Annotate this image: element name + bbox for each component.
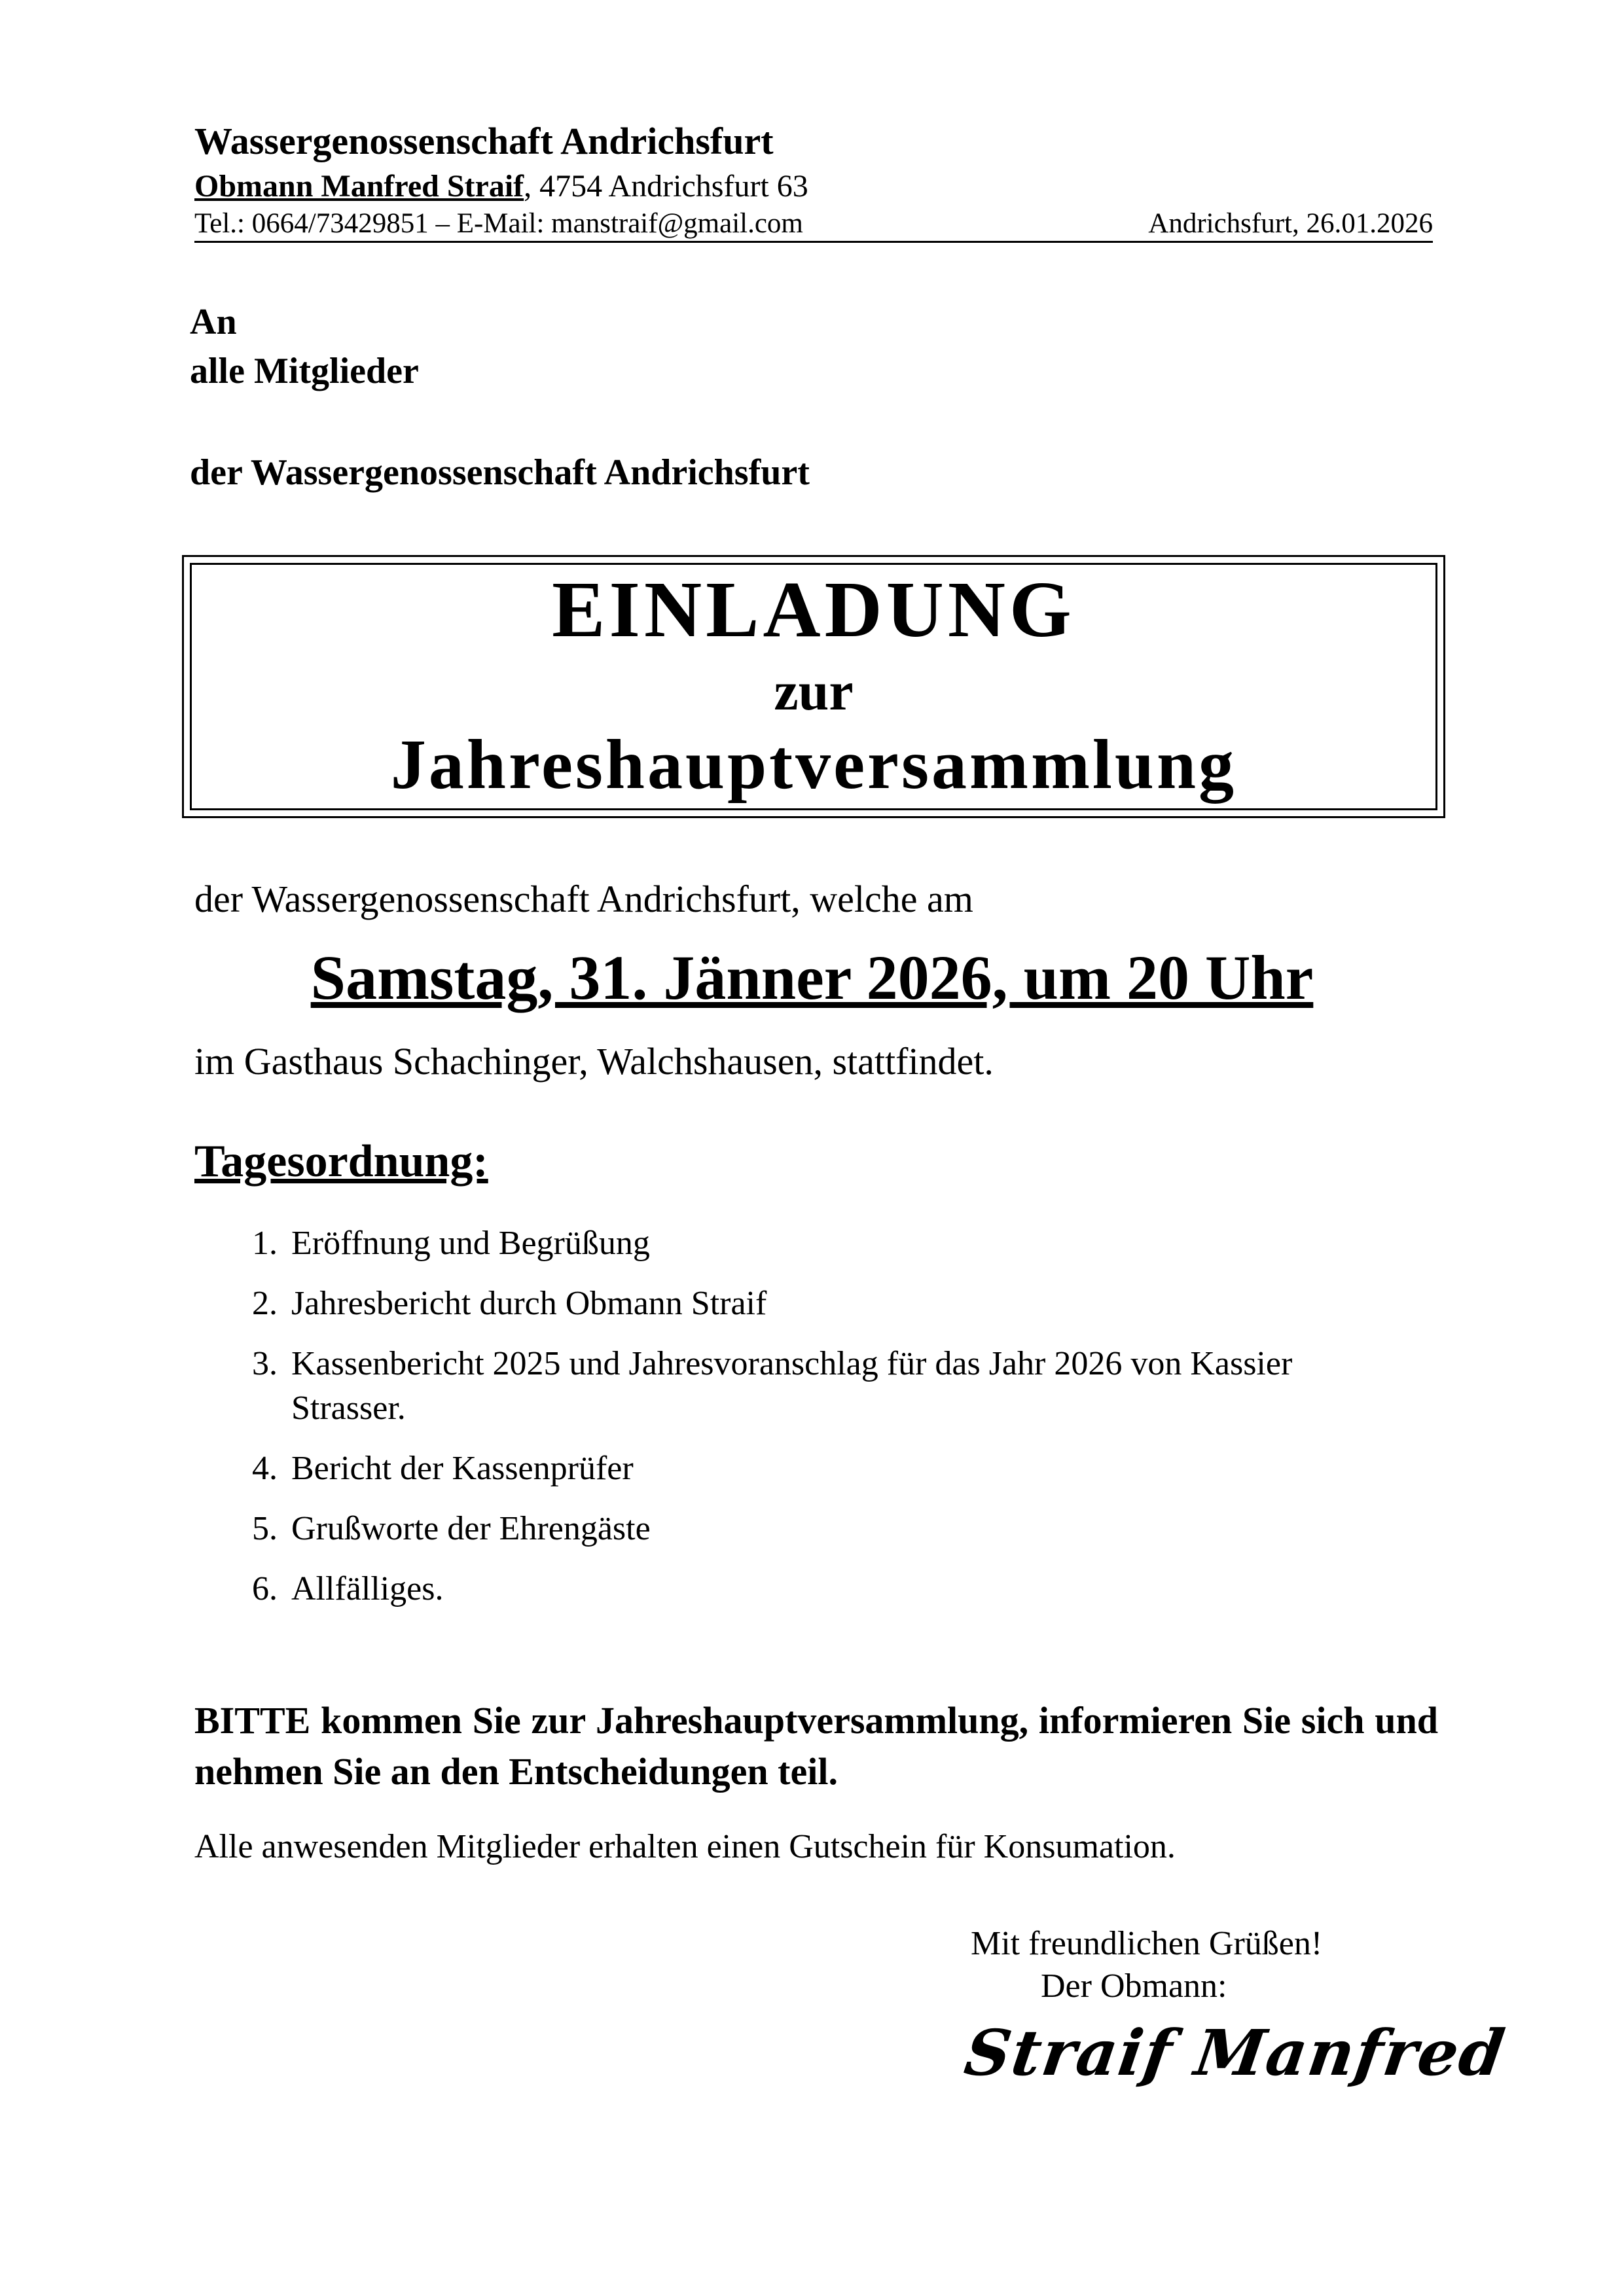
agenda-item-text: Eröffnung und Begrüßung [291, 1225, 650, 1262]
title-box-inner-border [190, 563, 1437, 810]
agenda-item [252, 1224, 650, 1263]
voucher-text: Alle anwesenden Mitglieder erhalten einen Gutschein für Konsumation. [194, 1828, 1176, 1865]
agenda-heading: Tagesordnung: [194, 1136, 488, 1187]
recipient-line-1: An [190, 302, 237, 342]
agenda-item-text: Grußworte der Ehrengäste [291, 1510, 651, 1547]
location-text: im Gasthaus Schachinger, Walchshausen, stattfindet. [194, 1040, 994, 1083]
closing-greeting: Mit freundlichen Grüßen! [971, 1925, 1323, 1962]
agenda-item [252, 1449, 634, 1488]
intro-text: der Wassergenossenschaft Andrichsfurt, welche am [194, 878, 973, 920]
agenda-item-text: Jahresbericht durch Obmann Straif [291, 1285, 767, 1322]
agenda-item-number: 2. [252, 1285, 278, 1322]
agenda-item-number: 3. [252, 1345, 278, 1382]
contact-info: Tel.: 0664/73429851 – E-Mail: manstraif@gmail.com [194, 208, 803, 239]
signer-role: Der Obmann: [1041, 1967, 1227, 2005]
agenda-item-continuation: Strasser. [291, 1390, 406, 1427]
agenda-item [252, 1509, 651, 1548]
agenda-item [252, 1570, 444, 1608]
title-box [182, 555, 1445, 818]
agenda-item-text: Bericht der Kassenprüfer [291, 1450, 634, 1487]
agenda-item [252, 1284, 767, 1323]
chairman-name: Obmann Manfred Straif [194, 169, 524, 204]
title-zur: zur [774, 661, 854, 722]
organization-name: Wassergenossenschaft Andrichsfurt [194, 120, 774, 162]
meeting-date: Samstag, 31. Jänner 2026, um 20 Uhr [310, 942, 1314, 1013]
contact-line [194, 207, 1433, 243]
appeal-text: BITTE kommen Sie zur Jahreshauptversammlung, informieren Sie sich und nehmen Sie an den Entscheidungen teil. [194, 1699, 1438, 1793]
chairman-address-line [194, 168, 808, 204]
agenda-item-number: 4. [252, 1450, 278, 1487]
agenda-item-text: Kassenbericht 2025 und Jahresvoranschlag für das Jahr 2026 von Kassier [291, 1345, 1293, 1382]
address: , 4754 Andrichsfurt 63 [524, 169, 808, 204]
recipient-line-3: der Wassergenossenschaft Andrichsfurt [190, 452, 810, 493]
title-jahreshauptversammlung: Jahreshauptversammlung [390, 726, 1237, 804]
agenda-item-text: Allfälliges. [291, 1570, 444, 1607]
agenda-item [252, 1344, 1292, 1383]
title-einladung: EINLADUNG [552, 565, 1075, 654]
handwritten-signature: Straif Manfred [960, 2016, 1510, 2090]
place-date: Andrichsfurt, 26.01.2026 [1148, 208, 1433, 239]
agenda-item-number: 1. [252, 1225, 278, 1262]
agenda-item-number: 5. [252, 1510, 278, 1547]
recipient-line-2: alle Mitglieder [190, 351, 419, 391]
agenda-item-number: 6. [252, 1570, 278, 1607]
